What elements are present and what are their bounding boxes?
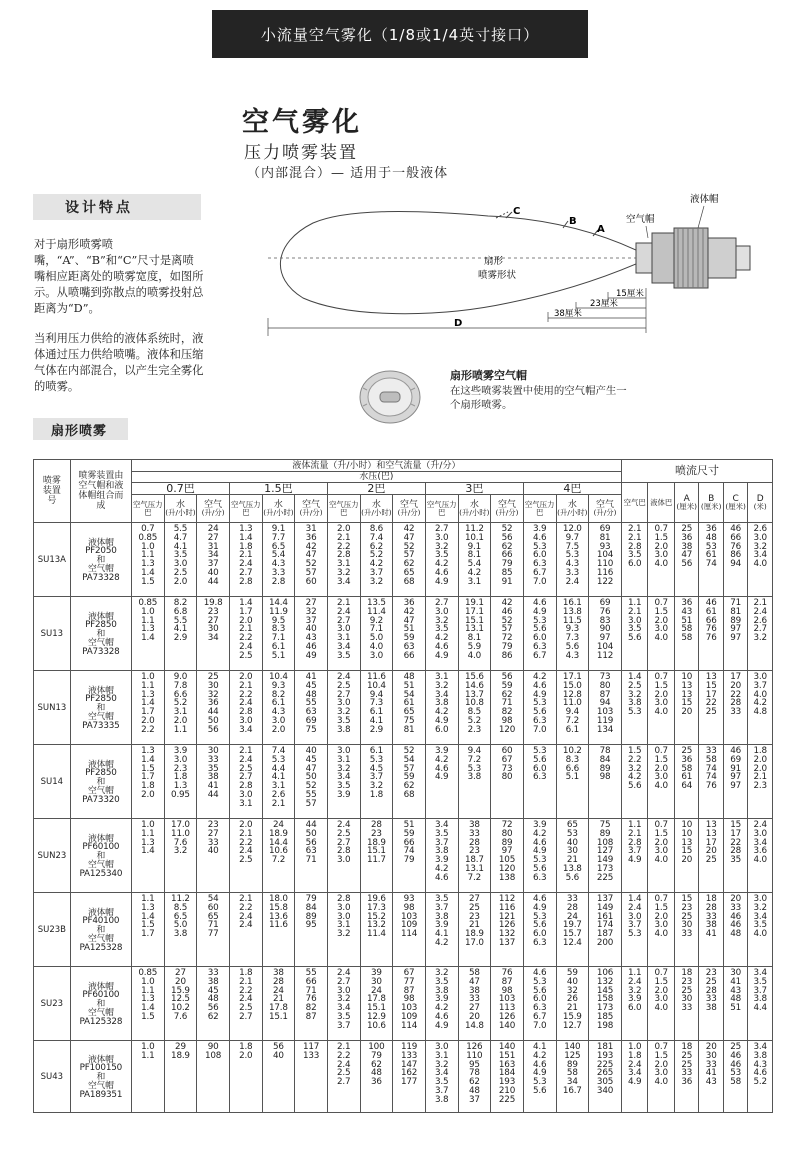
water-flow-cell: 17.1 15.0 12.8 11.0 9.4 7.2 6.1	[556, 671, 589, 745]
air-pressure-cell: 2.1 2.2 2.4 2.4	[229, 893, 262, 967]
spray-pattern-diagram	[258, 188, 758, 338]
label-liquid-cap: 液体帽	[690, 194, 719, 205]
dim-liquid-cell: 0.7 1.5 2.0 3.0 4.0	[648, 893, 675, 967]
dim-c-cell: 46 66 76 86 94	[723, 523, 747, 597]
dim-c-header: C (厘米)	[723, 483, 747, 523]
label-c: C	[513, 206, 521, 217]
combo-cell: 液体帽 PF2050 和 空气帽 PA73328	[70, 523, 131, 597]
dim-b-cell: 36 48 53 61 74	[699, 523, 723, 597]
air-pressure-cell: 2.4 2.5 2.7 2.8 3.0	[327, 819, 360, 893]
air-pressure-cell: 4.6 4.9 5.3 5.6 6.0 6.3 6.7	[523, 597, 556, 671]
air-pressure-cell: 3.5 3.7 3.8 3.9 4.1 4.2	[425, 893, 458, 967]
air-pressure-cell: 2.4 2.5 2.7 3.0 3.2 3.5 3.8	[327, 671, 360, 745]
water-flow-cell: 11.2 8.5 6.5 5.0 3.8	[164, 893, 197, 967]
air-flow-cell: 60 67 73 80	[491, 745, 524, 819]
air-pressure-cell: 1.8 2.0	[229, 1041, 262, 1113]
air-flow-cell: 79 84 89 95	[295, 893, 328, 967]
air-pressure-cell: 3.2 3.5 3.8 3.9 4.2 4.6 4.9	[425, 967, 458, 1041]
air-pressure-cell: 4.6 4.9 5.3 5.6 6.0 6.3	[523, 893, 556, 967]
air-flow-cell: 106 132 145 158 173 185 198	[589, 967, 622, 1041]
water-flow-cell: 19.6 17.3 15.2 13.2 11.4	[360, 893, 393, 967]
dim-a-cell: 25 36 58 61 64	[674, 745, 698, 819]
air-pressure-cell: 4.1 4.2 4.6 4.9 5.3 5.6	[523, 1041, 556, 1113]
dim-d-cell: 1.8 2.0 2.0 2.1 2.3	[748, 745, 773, 819]
air-pressure-cell: 1.8 2.1 2.2 2.4 2.5 2.7	[229, 967, 262, 1041]
water-flow-cell: 29 18.9	[164, 1041, 197, 1113]
air-flow-cell: 73 80 87 94 103 119 134	[589, 671, 622, 745]
table-row	[34, 671, 773, 745]
design-features-header: 设计特点	[33, 194, 201, 220]
dim-air-header: 空气巴	[621, 483, 648, 523]
dim-b-header: B (厘米)	[699, 483, 723, 523]
combo-cell: 液体帽 PF60100 和 空气帽 PA125328	[70, 967, 131, 1041]
water-flow-cell: 7.4 5.3 4.4 4.1 3.1 2.6 2.1	[262, 745, 295, 819]
water-flow-cell: 56 40	[262, 1041, 295, 1113]
pressure-0: 0.7巴	[131, 483, 229, 495]
sub-air-pressure-header: 空气压力巴	[229, 495, 262, 523]
water-flow-cell: 18.0 15.8 13.6 11.6	[262, 893, 295, 967]
dim-d-cell: 3.0 3.2 3.4 3.5 4.0	[748, 893, 773, 967]
model-cell: SU13	[34, 597, 71, 671]
air-pressure-cell: 2.4 2.7 3.0 3.2 3.4 3.5 3.7	[327, 967, 360, 1041]
air-pressure-cell: 1.3 1.4 1.5 1.7 1.8 2.0	[131, 745, 164, 819]
dim-c-cell: 30 41 43 48 51	[723, 967, 747, 1041]
air-pressure-cell: 1.3 1.4 1.8 2.1 2.4 2.7 2.8	[229, 523, 262, 597]
air-flow-cell: 78 84 89 98	[589, 745, 622, 819]
pressure-1: 1.5巴	[229, 483, 327, 495]
water-flow-cell: 28 23 18.9 15.1 11.7	[360, 819, 393, 893]
dim-b-cell: 18 28 33 38 41	[699, 893, 723, 967]
air-flow-cell: 137 149 161 174 187 200	[589, 893, 622, 967]
air-flow-cell: 36 42 47 51 59 63 66	[393, 597, 426, 671]
sub-water-header: 水 (升/小时)	[360, 495, 393, 523]
sub-air-pressure-header: 空气压力巴	[327, 495, 360, 523]
table-row	[34, 523, 773, 597]
water-flow-cell: 126 110 95 78 62 48 37	[458, 1041, 491, 1113]
dim-a-cell: 10 13 13 15 20	[674, 671, 698, 745]
sub-air-pressure-header: 空气压力巴	[523, 495, 556, 523]
sub-water-header: 水 (升/小时)	[262, 495, 295, 523]
air-flow-cell: 40 45 47 50 52 55 57	[295, 745, 328, 819]
dim-c-cell: 46 69 91 97 97	[723, 745, 747, 819]
air-pressure-cell: 2.8 3.0 3.0 3.1 3.2	[327, 893, 360, 967]
label-shape-1: 扇形	[484, 256, 504, 267]
table-row	[34, 893, 773, 967]
air-flow-cell: 41 45 48 55 63 69 75	[295, 671, 328, 745]
dim-c-cell: 71 81 89 97 97	[723, 597, 747, 671]
water-flow-cell: 8.6 7.4 6.2 5.2 4.2 3.7 3.2	[360, 523, 393, 597]
water-flow-cell: 24 18.9 14.4 10.6 7.2	[262, 819, 295, 893]
sub-air-header: 空气 (升/分)	[589, 495, 622, 523]
col-combo-header: 喷雾装置由空气帽和液体帽组合而成	[70, 460, 131, 523]
dim-liquid-cell: 0.7 1.5 2.0 3.0 4.0	[648, 745, 675, 819]
sub-air-header: 空气 (升/分)	[197, 495, 230, 523]
dim-a-cell: 36 43 51 58 58	[674, 597, 698, 671]
air-flow-cell: 67 77 87 98 103 109 114	[393, 967, 426, 1041]
dim-liquid-cell: 0.7 1.5 2.0 3.0 4.0	[648, 523, 675, 597]
dim-d-cell: 2.6 3.0 3.2 3.4 4.0	[748, 523, 773, 597]
air-cap-caption-desc: 在这些喷雾装置中使用的空气帽产生一个扇形喷雾。	[450, 385, 627, 411]
air-pressure-cell: 2.7 3.0 3.2 3.5 4.2 4.6 4.9	[425, 597, 458, 671]
sub-air-header: 空气 (升/分)	[393, 495, 426, 523]
air-flow-cell: 51 59 66 74 79	[393, 819, 426, 893]
sub-air-header: 空气 (升/分)	[491, 495, 524, 523]
air-flow-cell: 117 133	[295, 1041, 328, 1113]
air-pressure-cell: 5.3 5.6 6.0 6.3	[523, 745, 556, 819]
dim-air-cell: 1.1 2.4 3.2 3.9 6.0	[621, 967, 648, 1041]
combo-cell: 液体帽 PF100150 和 空气帽 PA189351	[70, 1041, 131, 1113]
label-23cm: 23厘米	[590, 299, 618, 309]
water-flow-cell: 14.4 11.9 9.5 8.3 7.1 6.1 5.1	[262, 597, 295, 671]
air-flow-cell: 23 27 33 40	[197, 819, 230, 893]
combo-cell: 液体帽 PF40100 和 空气帽 PA125328	[70, 893, 131, 967]
air-pressure-cell: 2.7 3.0 3.2 3.5 4.2 4.6 4.9	[425, 523, 458, 597]
label-shape-2: 喷雾形状	[478, 270, 517, 281]
sub-water-header: 水 (升/小时)	[556, 495, 589, 523]
air-flow-cell: 48 51 54 61 65 75 81	[393, 671, 426, 745]
air-flow-cell: 69 81 93 104 110 116 122	[589, 523, 622, 597]
water-flow-cell: 58 47 38 33 27 20 14.8	[458, 967, 491, 1041]
air-flow-cell: 55 66 71 76 82 87	[295, 967, 328, 1041]
dim-c-cell: 17 20 22 28 33	[723, 671, 747, 745]
flow-header: 液体流量（升/小时）和空气流量（升/分）	[131, 460, 621, 472]
air-flow-cell: 33 38 45 48 56 62	[197, 967, 230, 1041]
air-pressure-cell: 3.0 3.1 3.2 3.4 3.5 3.9	[327, 745, 360, 819]
water-flow-cell: 11.6 10.4 9.4 7.3 6.1 4.1 2.9	[360, 671, 393, 745]
design-paragraph-2: 当利用压力供给的液体系统时，液体通过压力供给喷嘴。液体和压缩气体在内部混合，以产生完全雾化的喷雾。	[34, 332, 204, 393]
sub-water-header: 水 (升/小时)	[458, 495, 491, 523]
water-flow-cell: 33 28 24 19.7 15.7 12.4	[556, 893, 589, 967]
air-pressure-cell: 3.9 4.2 4.6 4.9 5.3 5.6 6.3	[523, 819, 556, 893]
water-flow-cell: 27 25 23 21 18.9 17.0	[458, 893, 491, 967]
page-subtitle-note: （内部混合）— 适用于一般液体	[247, 166, 449, 181]
sub-water-header: 水 (升/小时)	[164, 495, 197, 523]
water-flow-cell: 11.2 10.1 9.1 8.1 5.4 4.2 3.1	[458, 523, 491, 597]
dim-air-cell: 1.5 2.2 3.2 4.2 5.6	[621, 745, 648, 819]
dim-d-cell: 3.4 3.8 4.3 4.6 5.2	[748, 1041, 773, 1113]
label-15cm: 15厘米	[616, 289, 644, 299]
air-pressure-cell: 4.2 4.6 4.9 5.3 5.6 6.3 7.0	[523, 671, 556, 745]
design-paragraph-1: 对于扇形喷雾喷嘴，“A”、“B”和“C”尺寸是离喷嘴相应距离处的喷雾宽度，如图所示。从喷嘴到弥散点的喷雾投射总距离为“D”。	[34, 238, 204, 315]
dim-b-cell: 23 25 28 33 38	[699, 967, 723, 1041]
dim-d-cell: 2.1 2.4 2.6 2.7 3.2	[748, 597, 773, 671]
sub-air-pressure-header: 空气压力巴	[131, 495, 164, 523]
page-subtitle: 压力喷雾装置	[244, 143, 358, 163]
air-flow-cell: 52 56 62 66 79 85 91	[491, 523, 524, 597]
water-flow-cell: 59 40 32 26 21 15.9 12.7	[556, 967, 589, 1041]
dim-b-cell: 13 13 17 20 25	[699, 819, 723, 893]
page-title: 空气雾化	[242, 107, 362, 138]
air-pressure-cell: 2.1 2.4 2.7 3.0 3.1 3.4 3.5	[327, 597, 360, 671]
dim-liquid-cell: 0.7 1.5 2.0 3.0 4.0	[648, 1041, 675, 1113]
dim-c-cell: 20 33 46 46 48	[723, 893, 747, 967]
water-flow-cell: 39 30 24 17.8 15.1 12.9 10.6	[360, 967, 393, 1041]
dims-header: 喷流尺寸	[621, 460, 772, 483]
air-flow-cell: 72 80 89 97 105 120 138	[491, 819, 524, 893]
air-flow-cell: 27 32 37 40 43 46 49	[295, 597, 328, 671]
water-flow-cell: 8.2 6.8 5.5 4.1 2.9	[164, 597, 197, 671]
dim-b-cell: 13 15 17 22 25	[699, 671, 723, 745]
sub-air-pressure-header: 空气压力巴	[425, 495, 458, 523]
model-cell: SUN23	[34, 819, 71, 893]
air-pressure-cell: 1.0 1.1	[131, 1041, 164, 1113]
dim-liquid-cell: 0.7 1.5 2.0 3.0 4.0	[648, 819, 675, 893]
water-flow-cell: 3.9 3.0 2.3 1.8 1.3 0.95	[164, 745, 197, 819]
model-cell: SU13A	[34, 523, 71, 597]
dim-air-cell: 1.4 2.4 3.0 3.7 5.3	[621, 893, 648, 967]
col-model-header: 喷雾装置号	[34, 460, 71, 523]
model-cell: SUN13	[34, 671, 71, 745]
air-flow-cell: 42 47 52 57 62 65 68	[393, 523, 426, 597]
table-row	[34, 1041, 773, 1113]
combo-cell: 液体帽 PF60100 和 空气帽 PA125340	[70, 819, 131, 893]
model-cell: SU14	[34, 745, 71, 819]
water-flow-cell: 13.5 11.4 9.2 7.1 5.0 4.0 3.0	[360, 597, 393, 671]
dim-a-header: A (厘米)	[674, 483, 698, 523]
dim-a-cell: 18 25 25 33 36	[674, 1041, 698, 1113]
air-pressure-cell: 2.0 2.1 2.2 2.8 3.1 3.2 3.4	[327, 523, 360, 597]
air-pressure-cell: 2.1 2.4 2.5 2.7 2.8 3.0 3.1	[229, 745, 262, 819]
dim-air-cell: 1.4 2.5 3.2 3.8 5.3	[621, 671, 648, 745]
water-flow-cell: 19.1 17.1 15.1 13.1 8.1 5.9 4.0	[458, 597, 491, 671]
dim-air-cell: 2.1 2.1 2.8 3.5 6.0	[621, 523, 648, 597]
model-cell: SU43	[34, 1041, 71, 1113]
air-flow-cell: 30 33 35 38 41 44	[197, 745, 230, 819]
air-flow-cell: 76 87 98 103 113 126 140	[491, 967, 524, 1041]
dim-b-cell: 46 61 66 76 76	[699, 597, 723, 671]
dim-d-cell: 2.4 3.0 3.4 3.6 4.0	[748, 819, 773, 893]
water-pressure-header: 水压(巴)	[131, 472, 621, 483]
water-flow-cell: 38 28 24 21 17.8 15.1	[262, 967, 295, 1041]
water-flow-cell: 140 125 89 58 34 16.7	[556, 1041, 589, 1113]
fan-spray-header: 扇形喷雾	[33, 418, 128, 440]
air-pressure-cell: 1.0 1.1 1.3 1.4	[131, 819, 164, 893]
combo-cell: 液体帽 PF2850 和 空气帽 PA73335	[70, 671, 131, 745]
dim-a-cell: 10 10 13 15 20	[674, 819, 698, 893]
label-38cm: 38厘米	[554, 309, 582, 319]
dim-a-cell: 18 23 25 30 33	[674, 967, 698, 1041]
water-flow-cell: 10.4 9.3 8.2 6.1 4.3 3.0 2.0	[262, 671, 295, 745]
water-flow-cell: 100 79 62 48 36	[360, 1041, 393, 1113]
combo-cell: 液体帽 PF2850 和 空气帽 PA73320	[70, 745, 131, 819]
air-flow-cell: 44 50 56 63 71	[295, 819, 328, 893]
model-cell: SU23	[34, 967, 71, 1041]
water-flow-cell: 12.0 9.7 7.5 5.3 4.3 3.3 2.4	[556, 523, 589, 597]
table-row	[34, 819, 773, 893]
dim-liquid-header: 液体巴	[648, 483, 675, 523]
dim-d-cell: 3.4 3.5 3.7 3.8 4.4	[748, 967, 773, 1041]
air-flow-cell: 90 108	[197, 1041, 230, 1113]
air-flow-cell: 24 27 31 34 37 40 44	[197, 523, 230, 597]
label-b: B	[569, 216, 577, 227]
air-pressure-cell: 1.0 1.1 1.3 1.4 1.7 2.0 2.2	[131, 671, 164, 745]
sub-air-header: 空气 (升/分)	[295, 495, 328, 523]
water-flow-cell: 16.1 13.8 11.5 9.3 7.3 5.6 4.3	[556, 597, 589, 671]
label-a: A	[597, 224, 605, 235]
air-flow-cell: 93 98 103 109 114	[393, 893, 426, 967]
table-row	[34, 745, 773, 819]
nozzle-icon	[636, 228, 750, 288]
table-row	[34, 597, 773, 671]
air-pressure-cell: 3.1 3.2 3.4 3.8 4.2 4.9 6.0	[425, 671, 458, 745]
air-pressure-cell: 4.6 5.3 5.6 6.0 6.3 6.7 7.0	[523, 967, 556, 1041]
air-pressure-cell: 3.4 3.5 3.7 3.8 3.9 4.2 4.6	[425, 819, 458, 893]
dim-d-header: D (米)	[748, 483, 773, 523]
label-d: D	[454, 318, 463, 329]
water-flow-cell: 9.1 7.7 6.5 5.4 4.3 3.3 2.8	[262, 523, 295, 597]
air-pressure-cell: 0.85 1.0 1.1 1.3 1.4 1.5	[131, 967, 164, 1041]
dim-liquid-cell: 0.7 1.5 2.0 3.0 4.0	[648, 967, 675, 1041]
water-flow-cell: 9.0 7.8 6.6 5.2 3.1 2.0 1.1	[164, 671, 197, 745]
dim-air-cell: 1.1 2.1 3.0 3.5 5.6	[621, 597, 648, 671]
dim-c-cell: 25 46 46 53 58	[723, 1041, 747, 1113]
fan-air-cap-image	[355, 368, 425, 426]
dim-a-cell: 15 23 25 30 33	[674, 893, 698, 967]
dim-air-cell: 1.0 1.8 2.4 3.4 4.9	[621, 1041, 648, 1113]
air-flow-cell: 181 193 225 265 305 340	[589, 1041, 622, 1113]
water-flow-cell: 15.6 14.6 13.7 10.8 8.5 5.2 2.3	[458, 671, 491, 745]
label-air-cap: 空气帽	[626, 214, 655, 225]
air-flow-cell: 140 151 163 184 193 210 225	[491, 1041, 524, 1113]
water-flow-cell: 5.5 4.7 4.1 3.5 3.0 2.5 2.0	[164, 523, 197, 597]
dim-c-cell: 15 17 22 28 35	[723, 819, 747, 893]
dim-b-cell: 20 30 33 41 43	[699, 1041, 723, 1113]
water-flow-cell: 17.0 11.0 7.6 3.2	[164, 819, 197, 893]
air-pressure-cell: 1.4 1.7 2.0 2.1 2.2 2.4 2.5	[229, 597, 262, 671]
pressure-4: 4巴	[523, 483, 621, 495]
air-flow-cell: 56 59 62 71 82 98 120	[491, 671, 524, 745]
water-flow-cell: 65 53 40 30 21 13.8 5.6	[556, 819, 589, 893]
table-row	[34, 967, 773, 1041]
air-flow-cell: 69 76 83 90 97 104 112	[589, 597, 622, 671]
air-pressure-cell: 2.0 2.1 2.2 2.4 2.5	[229, 819, 262, 893]
air-flow-cell: 19.8 23 27 30 34	[197, 597, 230, 671]
air-flow-cell: 52 54 57 59 62 68	[393, 745, 426, 819]
pressure-3: 3巴	[425, 483, 523, 495]
pressure-2: 2巴	[327, 483, 425, 495]
page-banner: 小流量空气雾化（1/8或1/4英寸接口）	[212, 10, 588, 58]
air-flow-cell: 54 60 65 71 77	[197, 893, 230, 967]
water-flow-cell: 6.1 5.3 4.5 3.7 3.2 1.8	[360, 745, 393, 819]
air-flow-cell: 112 116 121 126 132 137	[491, 893, 524, 967]
dim-a-cell: 25 36 38 47 56	[674, 523, 698, 597]
air-pressure-cell: 2.1 2.2 2.4 2.5 2.7	[327, 1041, 360, 1113]
air-flow-cell: 42 46 52 57 72 79 86	[491, 597, 524, 671]
air-cap-caption-title: 扇形喷雾空气帽	[450, 369, 527, 382]
air-pressure-cell: 3.9 4.6 5.3 6.0 6.3 6.7 7.0	[523, 523, 556, 597]
air-flow-cell: 25 30 32 36 44 50 56	[197, 671, 230, 745]
dim-d-cell: 3.0 3.7 4.0 4.2 4.8	[748, 671, 773, 745]
dim-liquid-cell: 0.7 1.5 2.0 3.0 4.0	[648, 597, 675, 671]
water-flow-cell: 27 20 15.9 12.5 10.2 7.6	[164, 967, 197, 1041]
water-flow-cell: 10.2 8.3 6.6 5.1	[556, 745, 589, 819]
water-flow-cell: 9.4 7.2 5.3 3.8	[458, 745, 491, 819]
spec-table	[33, 459, 773, 1113]
air-flow-cell: 75 89 108 127 149 173 225	[589, 819, 622, 893]
water-flow-cell: 38 33 28 23 18.7 13.1 7.2	[458, 819, 491, 893]
air-pressure-cell: 2.0 2.1 2.2 2.4 2.8 3.0 3.4	[229, 671, 262, 745]
air-pressure-cell: 1.1 1.3 1.4 1.5 1.7	[131, 893, 164, 967]
model-cell: SU23B	[34, 893, 71, 967]
dim-b-cell: 33 58 74 74 76	[699, 745, 723, 819]
air-pressure-cell: 0.7 0.85 1.0 1.1 1.3 1.4 1.5	[131, 523, 164, 597]
dim-air-cell: 1.1 2.1 2.8 3.7 4.9	[621, 819, 648, 893]
air-flow-cell: 31 36 42 47 52 57 60	[295, 523, 328, 597]
air-pressure-cell: 3.9 4.2 4.6 4.9	[425, 745, 458, 819]
combo-cell: 液体帽 PF2850 和 空气帽 PA73328	[70, 597, 131, 671]
air-pressure-cell: 0.85 1.0 1.1 1.3 1.4	[131, 597, 164, 671]
dim-liquid-cell: 0.7 1.5 2.0 3.0 4.0	[648, 671, 675, 745]
spray-shape-outline	[280, 212, 636, 314]
air-flow-cell: 119 133 147 162 177	[393, 1041, 426, 1113]
air-pressure-cell: 3.0 3.1 3.2 3.4 3.5 3.7 3.8	[425, 1041, 458, 1113]
